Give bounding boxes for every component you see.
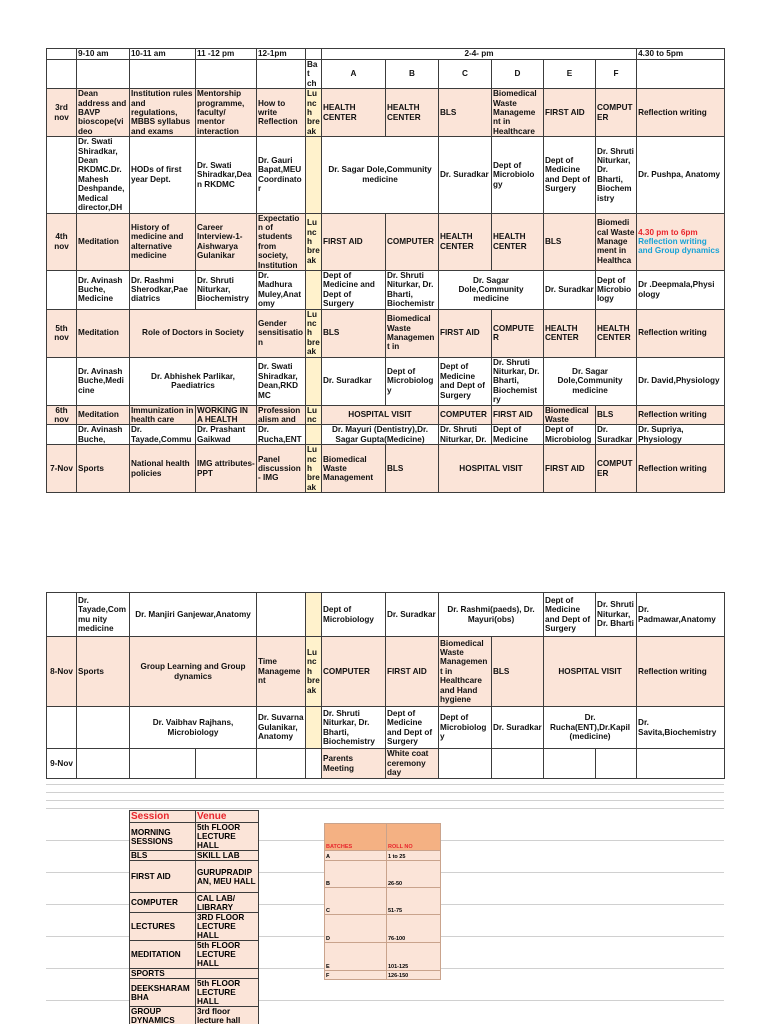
- session-cell: National health policies: [130, 445, 196, 493]
- faculty-cell: Dr. Gauri Bapat,MEU Coordinato r: [257, 137, 306, 213]
- reflection-cell: [637, 213, 725, 270]
- schedule-table-nov-8-9: [46, 592, 725, 779]
- lunch-break-cell: Lu nc h bre ak: [307, 89, 320, 136]
- white-coat-cell: White coat ceremony day: [386, 749, 439, 779]
- header-430-5: 4.30 to 5pm: [637, 49, 725, 60]
- row-6th-nov: [47, 405, 725, 425]
- faculty-cell: Dr. Avinash Buche,: [77, 425, 130, 445]
- reflection-cell: Reflection writing: [637, 309, 725, 357]
- venue-location: 3rd floor lecture hall: [196, 1007, 259, 1024]
- session-cell: Expectatio n of students from society, Institution: [257, 213, 306, 270]
- session-cell: Meditation: [77, 405, 130, 425]
- row-3rd-nov: [47, 89, 725, 137]
- header-batch-f: F: [596, 60, 637, 89]
- faculty-cell: Dept of Medicine and Dept of Surgery: [386, 707, 439, 749]
- row-4th-nov-faculty: [47, 270, 725, 309]
- venue-location: 5th FLOOR LECTURE HALL: [196, 823, 259, 851]
- lunch-break-cell: Lu nc: [306, 405, 322, 425]
- header-batch-b: B: [386, 60, 439, 89]
- header-2-4: 2-4- pm: [322, 49, 637, 60]
- reflection-cell: Reflection writing: [637, 405, 725, 425]
- faculty-cell: Dr. Rashmi(paeds), Dr. Mayuri(obs): [439, 593, 544, 637]
- faculty-cell: Dept of Medicine and Dept of Surgery: [544, 137, 596, 213]
- faculty-cell: Dept of Microbiology: [322, 593, 386, 637]
- header-batch-c: C: [439, 60, 492, 89]
- faculty-cell: Dr. Avinash Buche,Medi cine: [77, 357, 130, 405]
- faculty-cell: Dept of Microbiolog y: [439, 707, 492, 749]
- faculty-cell: Dr .Deepmala,Physi ology: [637, 270, 725, 309]
- batch-f-cell: COMPUT ER: [596, 89, 637, 137]
- session-cell: Meditation: [77, 309, 130, 357]
- row-5th-nov: [47, 309, 725, 357]
- header-batch-a: A: [322, 60, 386, 89]
- faculty-cell: Dr. Suradkar: [439, 137, 492, 213]
- batch-f-cell: COMPUT ER: [596, 445, 637, 493]
- batch-f-cell: BLS: [596, 405, 637, 425]
- day-cell: 9-Nov: [47, 749, 77, 779]
- header-batch-row: [47, 60, 725, 89]
- venue-session: DEEKSHARAM BHA: [130, 979, 196, 1007]
- venue-session: MORNING SESSIONS: [130, 823, 196, 851]
- lunch-break-cell: Lu nc h bre ak: [307, 309, 320, 357]
- faculty-cell: Dr. Suradkar: [386, 593, 439, 637]
- venue-location: CAL LAB/ LIBRARY: [196, 893, 259, 913]
- header-batch-d: D: [492, 60, 544, 89]
- grid-line: [46, 808, 724, 809]
- batch-c-cell: Biomedical Waste Managemen t in Healthcare and Hand hygiene: [439, 637, 492, 707]
- session-cell: Gender sensitisatio n: [257, 309, 306, 357]
- venue-location: 5th FLOOR LECTURE HALL: [196, 979, 259, 1007]
- reflection-cell: Reflection writing: [637, 445, 725, 493]
- faculty-cell: Dr. Sagar Dole,Community medicine: [544, 357, 637, 405]
- day-cell: 3rd nov: [47, 89, 77, 137]
- faculty-cell: Dr. Mayuri (Dentistry),Dr. Sagar Gupta(Medicine): [322, 425, 439, 445]
- row-7-nov: [47, 445, 725, 493]
- row-5th-nov-faculty: [47, 357, 725, 405]
- faculty-cell: Dr. Supriya, Physiology: [637, 425, 725, 445]
- faculty-cell: Dr. Suradkar: [596, 425, 637, 445]
- row-8-nov: [47, 637, 725, 707]
- lunch-break-cell: Lu nc h bre ak: [306, 213, 322, 270]
- venue-location: SKILL LAB: [196, 851, 259, 861]
- batch-roll: 101-125: [387, 943, 441, 971]
- faculty-cell: Dr. Swati Shiradkar,Dea n RKDMC: [196, 137, 257, 213]
- batch-b-cell: FIRST AID: [386, 637, 439, 707]
- faculty-cell: Dept of Medicine and Dept of Surgery: [439, 357, 492, 405]
- faculty-cell: Dr. Shruti Niturkar, Dr. Bharti, Biochemistry: [322, 707, 386, 749]
- session-cell: How to write Reflection: [257, 89, 306, 137]
- batch-a-cell: COMPUTER: [322, 637, 386, 707]
- session-cell: Role of Doctors in Society: [130, 309, 257, 357]
- session-cell: Immunization in health care: [130, 405, 196, 425]
- faculty-cell: Dr. Sagar Dole,Community medicine: [322, 137, 439, 213]
- batch-name: F: [325, 971, 387, 980]
- venue-legend-table: [129, 810, 259, 1024]
- batch-a-cell: HEALTH CENTER: [322, 89, 386, 137]
- faculty-cell: Dr. Tayade,Commu: [130, 425, 196, 445]
- parents-meeting-cell: Parents Meeting: [322, 749, 386, 779]
- session-cell: Panel discussion - IMG: [257, 445, 306, 493]
- batches-header: BATCHES: [325, 824, 387, 851]
- faculty-cell: Dept of Microbio logy: [596, 270, 637, 309]
- faculty-cell: Dept of Microbiolog y: [386, 357, 439, 405]
- venue-location: 5th FLOOR LECTURE HALL: [196, 941, 259, 969]
- session-cell: Sports: [77, 637, 130, 707]
- schedule-table-nov-3-7: [46, 48, 725, 493]
- row-4th-nov: [47, 213, 725, 270]
- batch-name: E: [325, 943, 387, 971]
- row-7-nov-faculty: [47, 593, 725, 637]
- row-8-nov-faculty: [47, 707, 725, 749]
- header-batch: Bat ch: [306, 60, 322, 89]
- batch-cd-cell: HOSPITAL VISIT: [439, 445, 544, 493]
- faculty-cell: Dept of Microbiolo gy: [492, 137, 544, 213]
- reflection-cell: Reflection writing: [637, 89, 725, 137]
- reflection-cell: Reflection writing: [637, 637, 725, 707]
- faculty-cell: Dr. Suvarna Gulanikar, Anatomy: [257, 707, 306, 749]
- grid-line: [46, 784, 724, 785]
- faculty-cell: Dr. Manjiri Ganjewar,Anatomy: [130, 593, 257, 637]
- batch-name: A: [325, 851, 387, 861]
- faculty-cell: Dr. Suradkar: [492, 707, 544, 749]
- batch-c-cell: HEALTH CENTER: [439, 213, 492, 270]
- batch-e-cell: FIRST AID: [544, 445, 596, 493]
- venue-session: LECTURES: [130, 913, 196, 941]
- batch-b-cell: HEALTH CENTER: [386, 89, 439, 137]
- batch-a-cell: BLS: [322, 309, 386, 357]
- faculty-cell: Dr. Savita,Biochemistry: [637, 707, 725, 749]
- faculty-cell: Dr. Swati Shiradkar, Dean,RKD MC: [257, 357, 306, 405]
- batch-roll: 51-75: [387, 888, 441, 915]
- venue-session: MEDITATION: [130, 941, 196, 969]
- session-cell: Mentorship programme, faculty/ mentor interaction: [196, 89, 257, 137]
- row-3rd-nov-faculty: [47, 137, 725, 213]
- venue-location: [196, 969, 259, 979]
- faculty-cell: Dr. David,Physiology: [637, 357, 725, 405]
- session-cell: Profession alism and: [257, 405, 306, 425]
- faculty-cell: Dr. Tayade,Commu nity medicine: [77, 593, 130, 637]
- header-12-1: 12-1pm: [257, 49, 306, 60]
- batch-c-cell: BLS: [439, 89, 492, 137]
- faculty-cell: Dr. Vaibhav Rajhans, Microbiology: [130, 707, 257, 749]
- batch-e-cell: HEALTH CENTER: [544, 309, 596, 357]
- faculty-cell: Dr. Shruti Niturkar, Dr. Bharti, Biochemist ry: [492, 357, 544, 405]
- batch-name: D: [325, 915, 387, 943]
- batch-b-cell: BLS: [386, 445, 439, 493]
- batch-ab-cell: HOSPITAL VISIT: [322, 405, 439, 425]
- day-cell: 5th nov: [47, 309, 77, 357]
- roll-no-header: ROLL NO: [387, 824, 441, 851]
- faculty-cell: Dr. Pushpa, Anatomy: [637, 137, 725, 213]
- faculty-cell: Dr. Shruti Niturkar, Dr.: [439, 425, 492, 445]
- row-9-nov: [47, 749, 725, 779]
- faculty-cell: Dr. Prashant Gaikwad: [196, 425, 257, 445]
- batch-ef-cell: HOSPITAL VISIT: [544, 637, 637, 707]
- batch-roll: 1 to 25: [387, 851, 441, 861]
- grid-line: [46, 800, 724, 801]
- header-11-12: 11 -12 pm: [196, 49, 257, 60]
- venue-session: SPORTS: [130, 969, 196, 979]
- faculty-cell: HODs of first year Dept.: [130, 137, 196, 213]
- session-cell: Meditation: [77, 213, 130, 270]
- venue-session: GROUP DYNAMICS: [130, 1007, 196, 1024]
- venue-location: 3RD FLOOR LECTURE HALL: [196, 913, 259, 941]
- session-cell: Sports: [77, 445, 130, 493]
- batch-f-cell: Biomedi cal Waste Manage ment in Healthca: [596, 213, 637, 270]
- header-times-row: [47, 49, 725, 60]
- session-cell: Institution rules and regulations, MBBS syllabus and exams: [130, 89, 196, 137]
- row-6th-nov-faculty: [47, 425, 725, 445]
- venue-location: GURUPRADIP AN, MEU HALL: [196, 861, 259, 893]
- faculty-cell: Dr. Shruti Niturkar, Biochemistry: [196, 270, 257, 309]
- venue-header-venue: Venue: [196, 811, 259, 823]
- batch-d-cell: COMPUTE R: [492, 309, 544, 357]
- session-cell: History of medicine and alternative medicine: [130, 213, 196, 270]
- faculty-cell: Dr. Rucha(ENT),Dr.Kapil (medicine): [544, 707, 637, 749]
- venue-header-session: Session: [130, 811, 196, 823]
- reflection-note: Reflection writing and Group dynamics: [638, 237, 720, 256]
- venue-session: COMPUTER: [130, 893, 196, 913]
- session-cell: Career Interview-1- Aishwarya Gulanikar: [196, 213, 257, 270]
- batch-e-cell: FIRST AID: [544, 89, 596, 137]
- batch-b-cell: COMPUTER: [386, 213, 439, 270]
- faculty-cell: Dr. Shruti Niturkar, Dr. Bharti, Biochemistr: [386, 270, 439, 309]
- batch-roll: 76-100: [387, 915, 441, 943]
- lunch-break-cell: Lu nc h bre ak: [306, 637, 322, 707]
- faculty-cell: Dr. Rashmi Sherodkar,Pae diatrics: [130, 270, 196, 309]
- batch-roll: 26-50: [387, 861, 441, 888]
- batch-b-cell: Biomedical Waste Managemen t in: [386, 309, 439, 357]
- session-cell: IMG attributes- PPT: [196, 445, 257, 493]
- batch-e-cell: Biomedical Waste: [544, 405, 596, 425]
- batch-a-cell: Biomedical Waste Management: [322, 445, 386, 493]
- batch-d-cell: Biomedical Waste Manageme nt in Healthcare: [492, 89, 544, 137]
- batch-name: B: [325, 861, 387, 888]
- header-9-10: 9-10 am: [77, 49, 130, 60]
- header-batch-e: E: [544, 60, 596, 89]
- session-cell: WORKING IN A HEALTH: [196, 405, 257, 425]
- faculty-cell: Dept of Microbiolog: [544, 425, 596, 445]
- faculty-cell: Dr. Rucha,ENT: [257, 425, 306, 445]
- faculty-cell: Dr. Sagar Dole,Community medicine: [439, 270, 544, 309]
- session-cell: Dean address and BAVP bioscope(vi deo: [77, 89, 130, 137]
- day-cell: 7-Nov: [47, 445, 77, 493]
- faculty-cell: Dr. Suradkar: [544, 270, 596, 309]
- faculty-cell: Dept of Medicine and Dept of Surgery: [544, 593, 596, 637]
- header-10-11: 10-11 am: [130, 49, 196, 60]
- faculty-cell: Dr. Suradkar: [322, 357, 386, 405]
- day-cell: 6th nov: [47, 405, 77, 425]
- day-cell: 4th nov: [47, 213, 77, 270]
- batch-c-cell: FIRST AID: [439, 309, 492, 357]
- batch-c-cell: COMPUTER: [439, 405, 492, 425]
- faculty-cell: Dept of Medicine and Dept of Surgery: [322, 270, 386, 309]
- faculty-cell: Dr. Abhishek Parlikar, Paediatrics: [130, 357, 257, 405]
- faculty-cell: Dr. Shruti Niturkar, Dr. Bharti, Biochem istry: [596, 137, 637, 213]
- session-cell: Group Learning and Group dynamics: [130, 637, 257, 707]
- faculty-cell: Dr. Avinash Buche, Medicine: [77, 270, 130, 309]
- faculty-cell: Dr. Madhura Muley,Anat omy: [257, 270, 306, 309]
- lunch-break-cell: Lu nc h bre ak: [307, 445, 320, 492]
- faculty-cell: Dr. Shruti Niturkar, Dr. Bharti: [596, 593, 637, 637]
- faculty-cell: Dept of Medicine: [492, 425, 544, 445]
- faculty-cell: Dr. Padmawar,Anatomy: [637, 593, 725, 637]
- batches-legend-table: [324, 823, 441, 980]
- batch-d-cell: BLS: [492, 637, 544, 707]
- batch-d-cell: FIRST AID: [492, 405, 544, 425]
- session-cell: Time Manageme nt: [257, 637, 306, 707]
- batch-e-cell: BLS: [544, 213, 596, 270]
- venue-session: FIRST AID: [130, 861, 196, 893]
- batch-roll: 126-150: [387, 971, 441, 980]
- batch-name: C: [325, 888, 387, 915]
- batch-a-cell: FIRST AID: [322, 213, 386, 270]
- grid-line: [46, 792, 724, 793]
- time-note: 4.30 pm to 6pm: [638, 227, 698, 237]
- venue-session: BLS: [130, 851, 196, 861]
- day-cell: 8-Nov: [47, 637, 77, 707]
- faculty-cell: Dr. Swati Shiradkar, Dean RKDMC.Dr. Mahesh Deshpande, Medical director,DH: [77, 137, 130, 213]
- batch-d-cell: HEALTH CENTER: [492, 213, 544, 270]
- batch-f-cell: HEALTH CENTER: [596, 309, 637, 357]
